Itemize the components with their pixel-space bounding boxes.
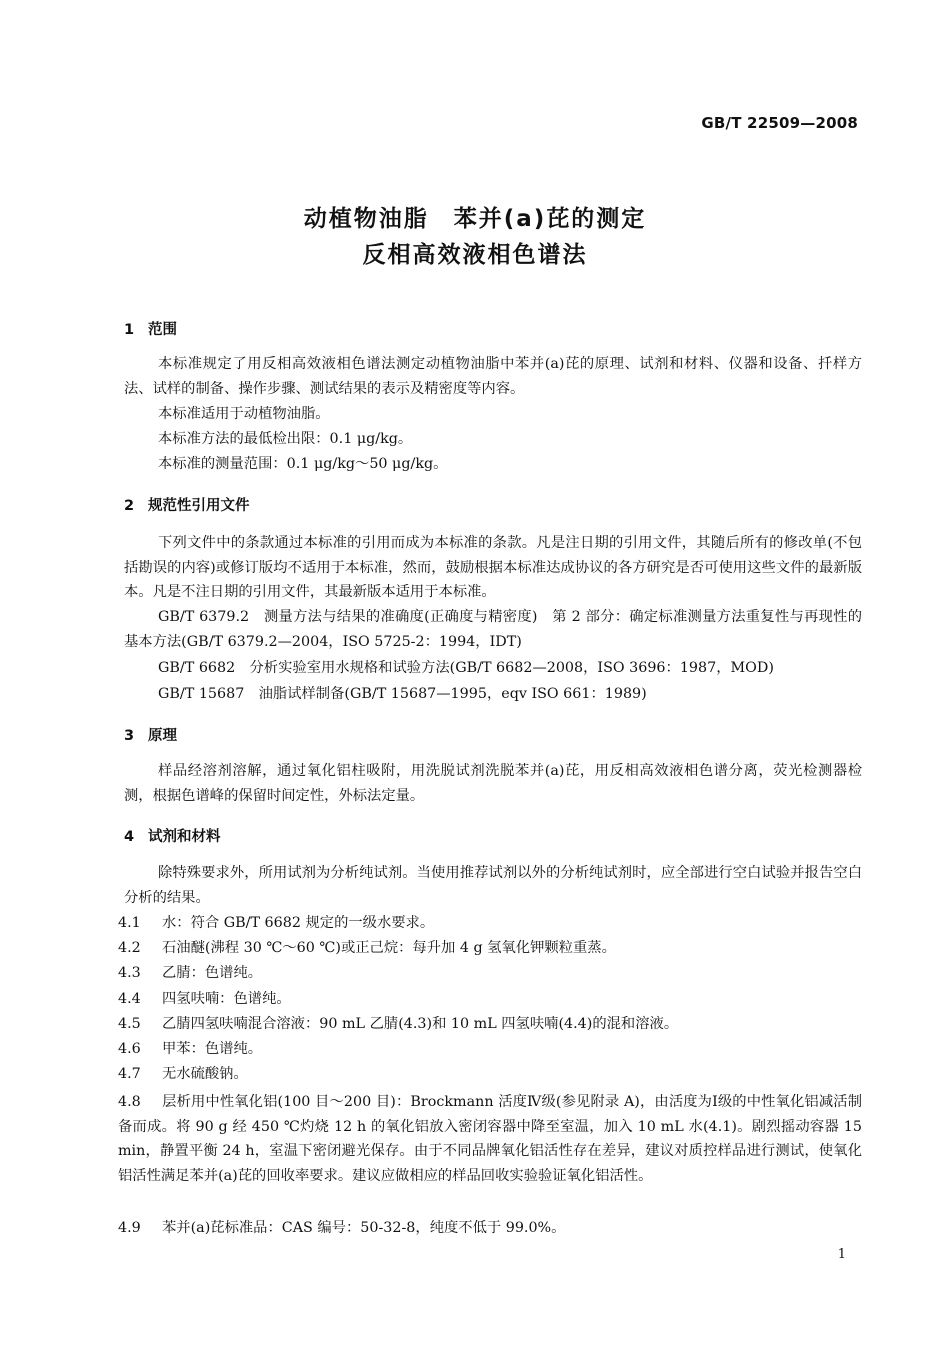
section-title: 规范性引用文件 (148, 498, 250, 514)
section-2-paragraph-1: 下列文件中的条款通过本标准的引用而成为本标准的条款。凡是注日期的引用文件，其随后所有的修改单(不包括勘误的内容)或修订版均不适用于本标准，然而，鼓励根据本标准达成协议的各方研究是否可使用这些文件的最新版本。凡是不注日期的引用文件，其最新版本适用于本标准。 (124, 535, 862, 600)
section-1-paragraph-4: 本标准的测量范围：0.1 μg/kg～50 μg/kg。 (158, 456, 448, 472)
reference-gbt-6379-2: GB/T 6379.2 测量方法与结果的准确度(正确度与精密度) 第 2 部分：确定标准测量方法重复性与再现性的基本方法(GB/T 6379.2—2004，ISO 5725-2：1994，IDT) (124, 609, 862, 650)
section-number: 2 (124, 498, 135, 514)
standard-number: GB/T 22509—2008 (701, 114, 858, 132)
item-text: 石油醚(沸程 30 ℃～60 ℃)或正己烷：每升加 4 g 氢氧化钾颗粒重蒸。 (162, 940, 616, 956)
list-item (118, 1216, 862, 1241)
item-number: 4.8 (118, 1094, 141, 1110)
item-text: 四氢呋喃：色谱纯。 (162, 991, 291, 1007)
section-title: 试剂和材料 (148, 829, 221, 845)
section-3-heading (124, 724, 177, 745)
list-item (118, 911, 862, 936)
item-number: 4.3 (118, 965, 141, 981)
item-number: 4.2 (118, 940, 141, 956)
item-number: 4.9 (118, 1220, 141, 1236)
item-text: 层析用中性氧化铝(100 目～200 目)：Brockmann 活度Ⅳ级(参见附录 A)，由活度为Ⅰ级的中性氧化铝减活制备而成。将 90 g 经 450 ℃灼烧 12 h 的氧化铝放入密闭容器中降至室温，加入 10 mL 水(4.1)。剧烈摇动容器 15 min，静置平衡 24 h，室温下密闭避光保存。由于不同品牌氧化铝活性存在差异，建议对质控样品进行测试，使氧化铝活性满足苯并(a)芘的回收率要求。建议应做相应的样品回收实验验证氧化铝活性。 (118, 1094, 862, 1184)
list-item (118, 987, 862, 1012)
list-item (118, 961, 862, 986)
section-1-paragraph-1: 本标准规定了用反相高效液相色谱法测定动植物油脂中苯并(a)芘的原理、试剂和材料、仪器和设备、扦样方法、试样的制备、操作步骤、测试结果的表示及精密度等内容。 (124, 356, 862, 397)
item-text: 苯并(a)芘标准品：CAS 编号：50-32-8，纯度不低于 99.0%。 (162, 1220, 566, 1236)
item-text: 甲苯：色谱纯。 (162, 1041, 263, 1057)
section-1-paragraph-3: 本标准方法的最低检出限：0.1 μg/kg。 (158, 431, 413, 447)
list-item (118, 936, 862, 961)
section-4-heading (124, 825, 221, 846)
title-line-1: 动植物油脂 苯并(a)芘的测定 (303, 206, 647, 232)
section-title: 范围 (148, 322, 177, 338)
item-text: 乙腈四氢呋喃混合溶液：90 mL 乙腈(4.3)和 10 mL 四氢呋喃(4.4)的混和溶液。 (162, 1016, 679, 1032)
reference-gbt-15687: GB/T 15687 油脂试样制备(GB/T 15687—1995，eqv ISO 661：1989) (158, 686, 647, 702)
section-1-paragraph-2: 本标准适用于动植物油脂。 (158, 406, 330, 422)
item-text: 乙腈：色谱纯。 (162, 965, 263, 981)
item-number: 4.7 (118, 1066, 141, 1082)
list-item (118, 1037, 862, 1062)
page-number: 1 (837, 1247, 846, 1262)
item-number: 4.4 (118, 991, 141, 1007)
section-1-heading (124, 318, 177, 339)
item-text: 无水硫酸钠。 (162, 1066, 248, 1082)
section-title: 原理 (148, 728, 177, 744)
title-line-2: 反相高效液相色谱法 (362, 242, 588, 268)
reference-gbt-6682: GB/T 6682 分析实验室用水规格和试验方法(GB/T 6682—2008，ISO 3696：1987，MOD) (158, 660, 774, 676)
section-number: 3 (124, 728, 135, 744)
list-item (118, 1062, 862, 1087)
item-number: 4.1 (118, 915, 141, 931)
section-2-heading (124, 494, 250, 515)
section-4-paragraph-1: 除特殊要求外，所用试剂为分析纯试剂。当使用推荐试剂以外的分析纯试剂时，应全部进行空白试验并报告空白分析的结果。 (124, 865, 862, 906)
list-item (118, 1012, 862, 1037)
item-number: 4.5 (118, 1016, 141, 1032)
list-item (118, 1090, 862, 1188)
section-number: 1 (124, 322, 135, 338)
section-3-paragraph-1: 样品经溶剂溶解，通过氧化铝柱吸附，用洗脱试剂洗脱苯并(a)芘，用反相高效液相色谱分离，荧光检测器检测，根据色谱峰的保留时间定性，外标法定量。 (124, 763, 862, 804)
section-number: 4 (124, 829, 135, 845)
item-text: 水：符合 GB/T 6682 规定的一级水要求。 (162, 915, 435, 931)
item-number: 4.6 (118, 1041, 141, 1057)
